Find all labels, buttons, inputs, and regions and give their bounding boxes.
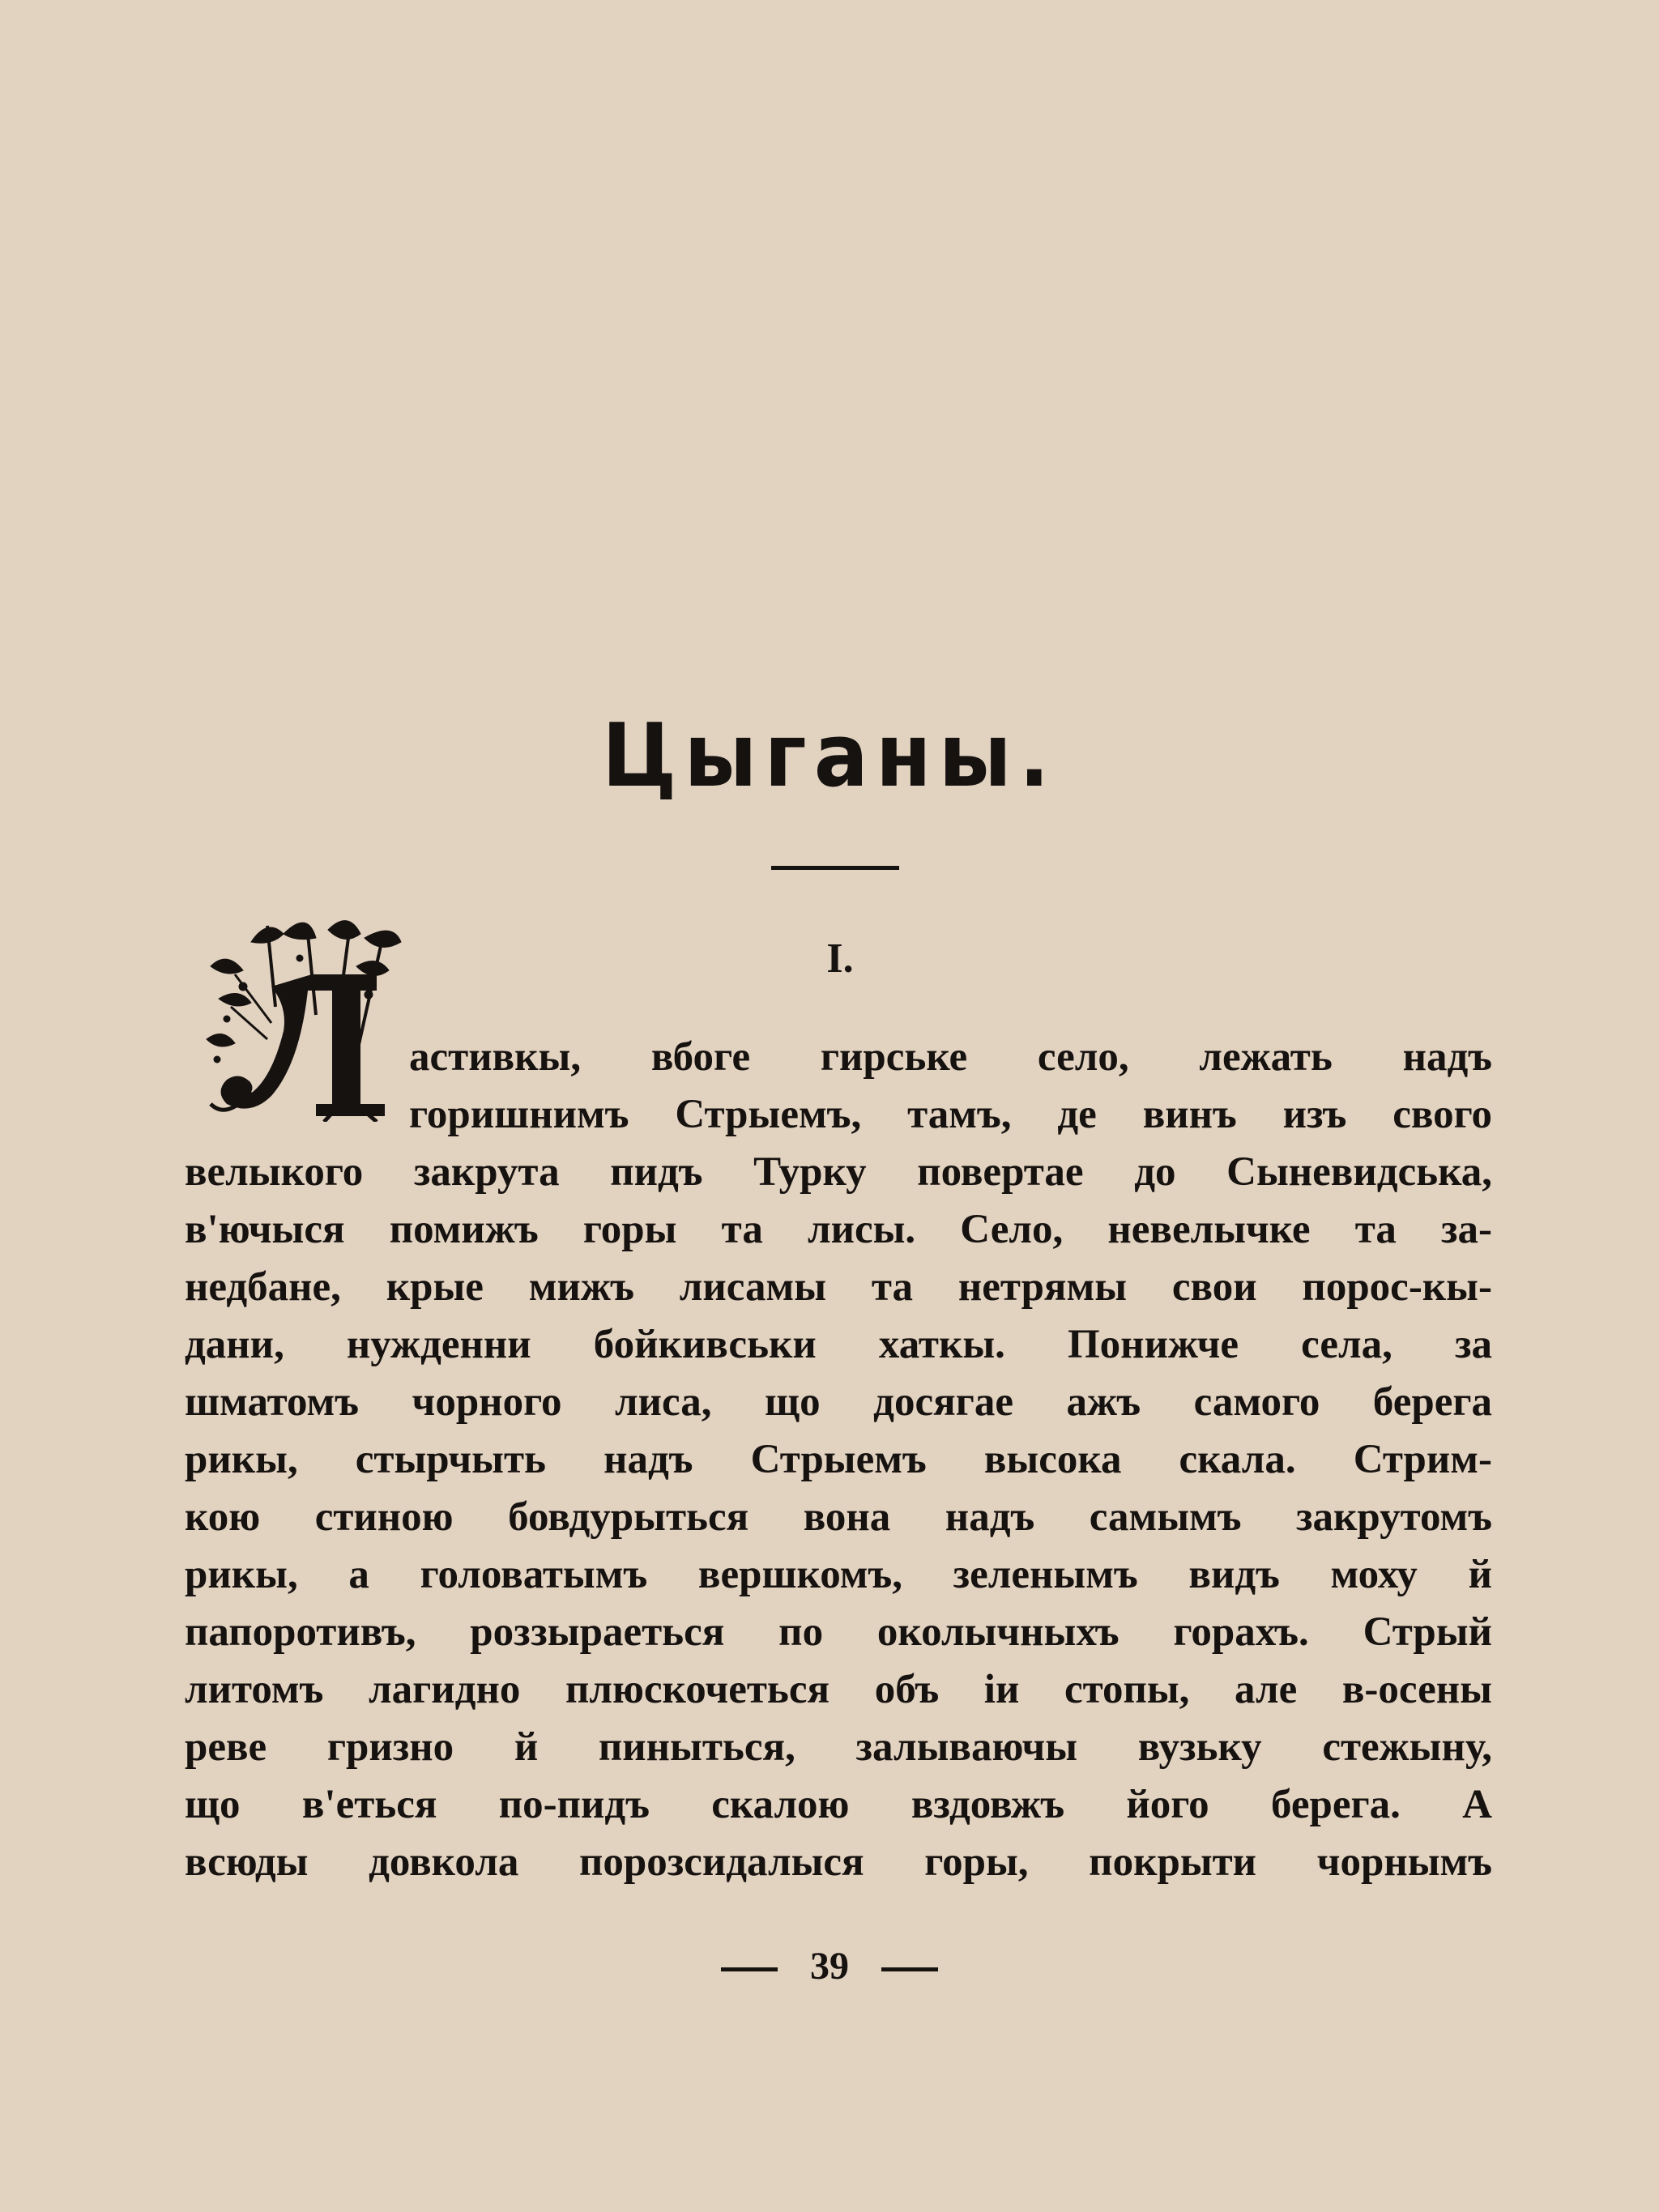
text-line: папоротивъ, роззыраеться по околычныхъ горахъ. Стрый (185, 1609, 1492, 1655)
title-rule (771, 866, 899, 870)
text-line: рикы, а головатымъ вершкомъ, зеленымъ видъ моху й (185, 1552, 1492, 1597)
text-line: литомъ лагидно плюскочеться объ іи стопы, але в-осены (185, 1667, 1492, 1712)
footer-dash-right (881, 1967, 938, 1971)
page-title: Цыганы. (602, 705, 1057, 807)
text-line: горишнимъ Стрыемъ, тамъ, де винъ изъ свого (409, 1092, 1492, 1137)
text-line: шматомъ чорного лиса, що досягае ажъ самого берега (185, 1379, 1492, 1425)
text-line: реве гризно й пиныться, залываючы вузьку стежыну, (185, 1724, 1492, 1770)
text-line: велыкого закрута пидъ Турку повертае до Сыневидська, (185, 1149, 1492, 1195)
text-line: астивкы, вбоге гирське село, лежать надъ (409, 1034, 1492, 1080)
text-line: кою стиною бовдурыться вона надъ самымъ закрутомъ (185, 1494, 1492, 1540)
chapter-number: I. (826, 936, 854, 982)
text-line: рикы, стырчыть надъ Стрыемъ высока скала. Стрим- (185, 1437, 1492, 1482)
text-line: недбане, крые мижъ лисамы та нетрямы свои порос-кы- (185, 1264, 1492, 1310)
text-line: в'ючыся помижъ горы та лисы. Село, невелычке та за- (185, 1207, 1492, 1252)
text-line: всюды довкола порозсидалыся горы, покрыти чорнымъ (185, 1839, 1492, 1885)
footer-dash-left (721, 1967, 778, 1971)
text-line: що в'еться по-пидъ скалою вздовжъ його берега. А (185, 1782, 1492, 1827)
page-number: 39 (810, 1945, 849, 1988)
text-line: дани, нужденни бойкивськи хаткы. Понижче села, за (185, 1322, 1492, 1367)
page-footer (0, 1947, 1659, 1986)
decorated-dropcap (194, 910, 407, 1122)
